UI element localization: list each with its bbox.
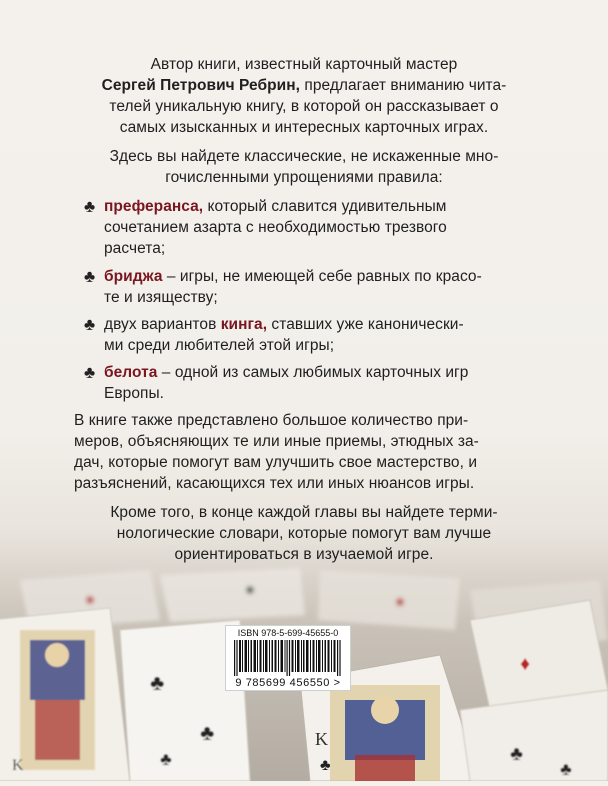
svg-text:♣: ♣ xyxy=(510,743,524,765)
game-name: бриджа xyxy=(104,268,163,285)
barcode-digits: 9 785699 456550 > xyxy=(235,677,341,689)
svg-text:♣: ♣ xyxy=(560,759,572,779)
svg-text:♣: ♣ xyxy=(200,720,215,745)
game-name: преферанса, xyxy=(104,198,204,215)
game-item-belot: белота – одной из самых любимых карточных игр Европы. xyxy=(104,364,469,402)
svg-text:♦: ♦ xyxy=(520,653,531,675)
svg-text:♣: ♣ xyxy=(160,749,172,769)
closing-paragraph: Кроме того, в конце каждой главы вы найдете терми- нологические словари, которые помогут вам лучше ориентироваться в изучаемой игре. xyxy=(110,504,498,563)
game-name: белота xyxy=(104,364,158,381)
king-card-left xyxy=(0,608,130,781)
classic-line-2: гочисленными упрощениями правила: xyxy=(165,169,443,186)
classic-line-1: Здесь вы найдете классические, не искаженные мно- xyxy=(109,148,499,165)
svg-text:♣: ♣ xyxy=(320,757,331,774)
svg-text:♣: ♣ xyxy=(150,670,165,695)
intro-line-3: телей уникальную книгу, в которой он рассказывает о xyxy=(109,98,499,115)
game-name: кинга, xyxy=(220,316,268,333)
isbn-number: ISBN 978-5-699-45655-0 xyxy=(237,628,339,638)
classic-paragraph xyxy=(0,146,608,188)
club-bullet-icon: ♣ xyxy=(84,363,96,382)
svg-text:K: K xyxy=(315,729,328,749)
game-item-king: двух вариантов кинга, ставших уже канонически- ми среди любителей этой игры; xyxy=(104,316,464,354)
club-bullet-icon: ♣ xyxy=(84,197,96,216)
intro-line-1: Автор книги, известный карточный мастер xyxy=(150,56,458,73)
isbn-barcode xyxy=(225,625,351,691)
author-name: Сергей Петрович Ребрин, xyxy=(101,77,301,94)
game-item-preferans: преферанса, который славится удивительным сочетанием азарта с необходимостью трезвого расчета; xyxy=(104,198,447,257)
intro-paragraph xyxy=(0,54,608,138)
examples-paragraph: В книге также представлено большое количество при- меров, объясняющих те или иные приемы, этюдных за- дач, которые помогут вам улучшить свое мастерство, и разъяснений, касающихся тех или иных нюансов игры. xyxy=(74,412,479,492)
club-bullet-icon: ♣ xyxy=(84,315,96,334)
club-bullet-icon: ♣ xyxy=(84,267,96,286)
intro-line-4: самых изысканных и интересных карточных играх. xyxy=(119,119,489,136)
svg-text:K: K xyxy=(12,757,24,774)
barcode-icon xyxy=(234,640,342,676)
intro-line-2: Сергей Петрович Ребрин, предлагает вниманию чита- xyxy=(101,77,507,94)
game-item-bridge: бриджа – игры, не имеющей себе равных по красо- те и изяществу; xyxy=(104,268,482,306)
